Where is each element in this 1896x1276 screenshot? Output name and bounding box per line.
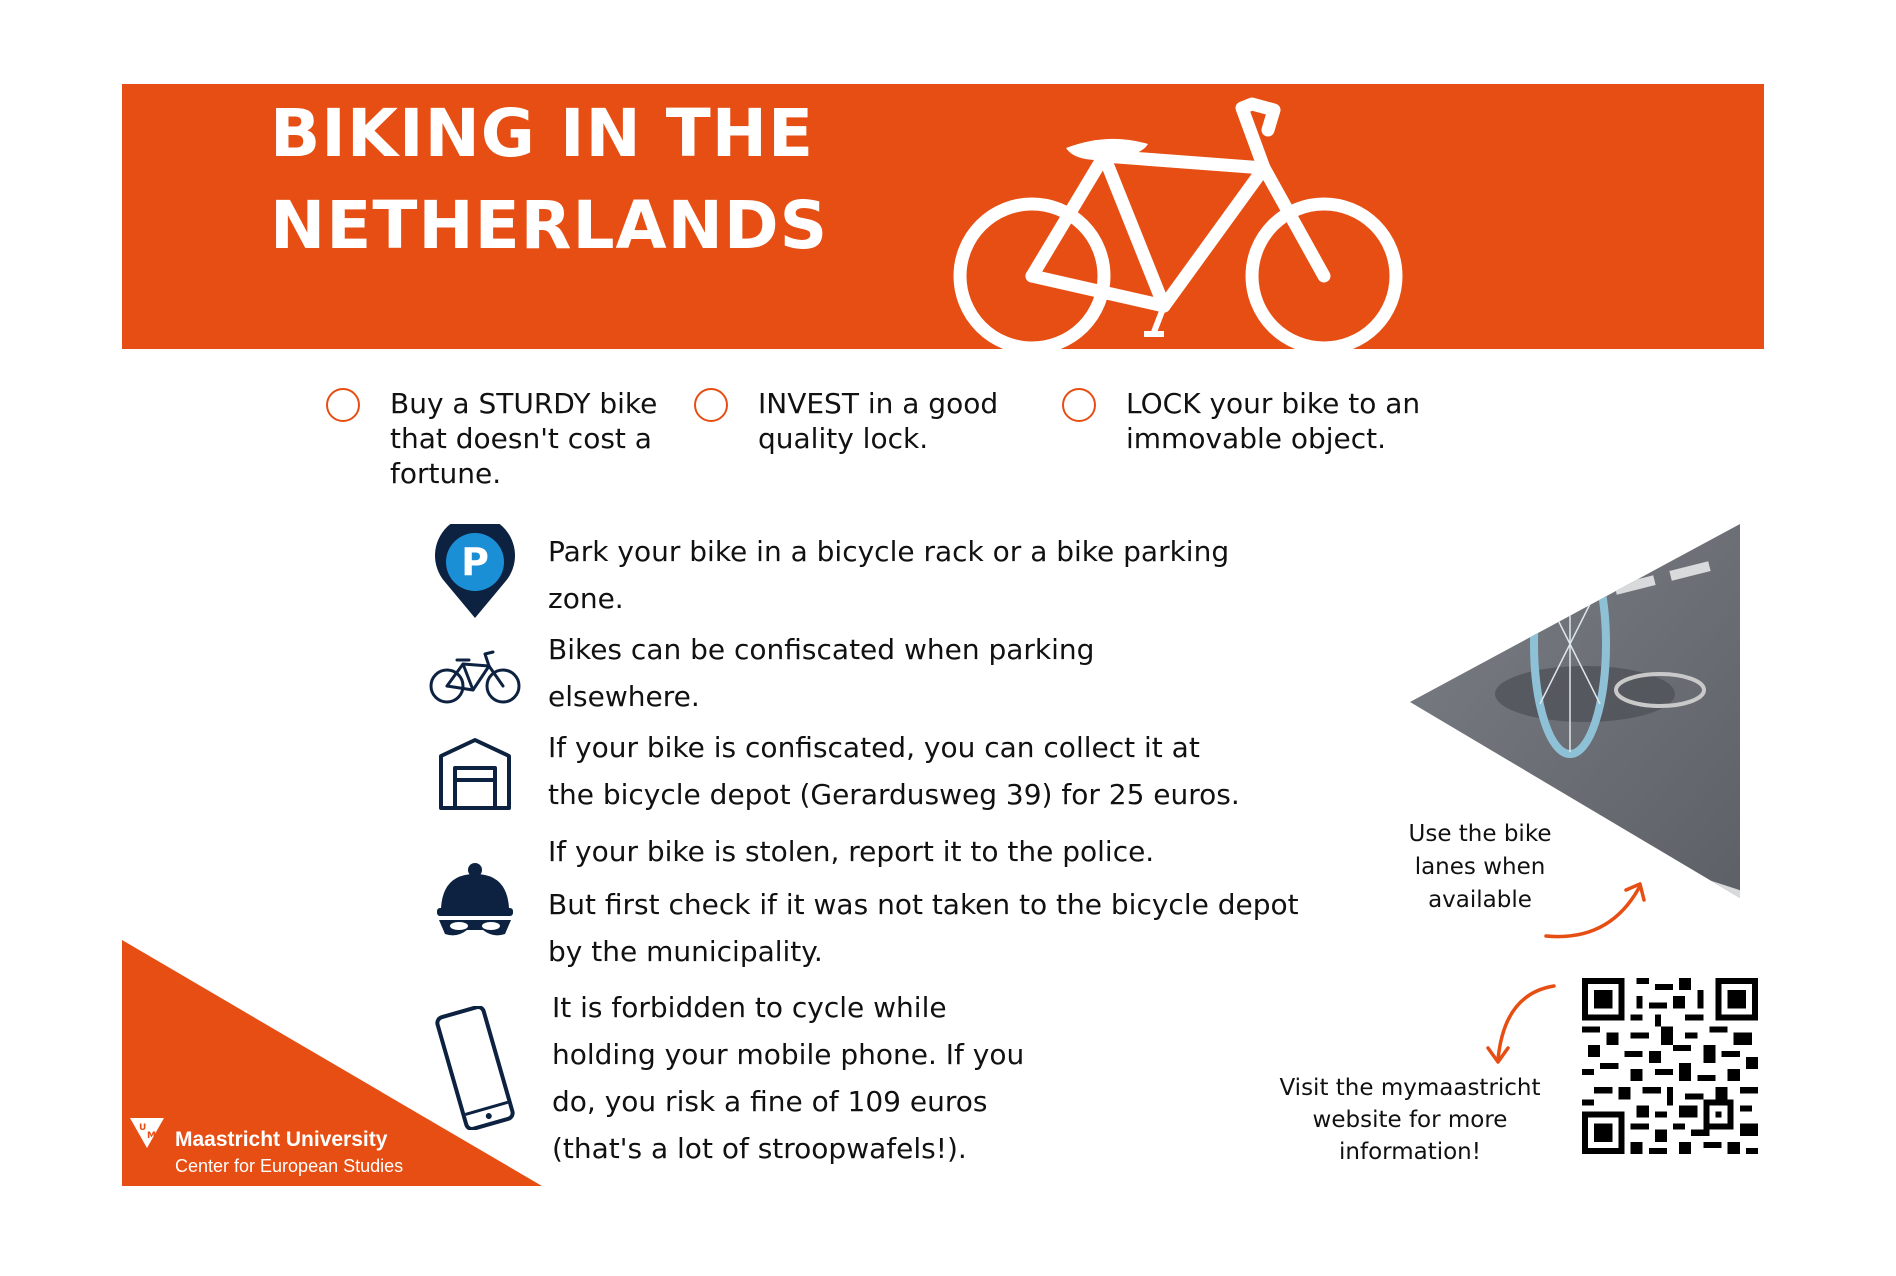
tip-lock-bike <box>1062 386 1426 456</box>
rule-line: do, you risk a fine of 109 euros <box>552 1085 988 1118</box>
caption-line: available <box>1428 887 1532 913</box>
caption-line: Use the bike <box>1408 821 1552 847</box>
tip-text: INVEST in a good quality lock. <box>758 387 999 455</box>
maastricht-university-logo-icon <box>130 1118 164 1152</box>
caption-line: lanes when <box>1414 854 1546 880</box>
tip-invest-lock <box>694 386 1008 456</box>
title-line-1: BIKING IN THE <box>270 95 815 172</box>
rule-parking <box>548 528 1229 622</box>
title-line-2: NETHERLANDS <box>270 187 829 264</box>
thief-icon <box>420 862 530 938</box>
tip-bullet-icon <box>694 388 728 422</box>
rule-line: But first check if it was not taken to the bicycle depot <box>548 888 1299 921</box>
tip-text: LOCK your bike to an immovable object. <box>1126 387 1421 455</box>
rule-depot <box>548 724 1240 818</box>
caption-line: information! <box>1339 1139 1481 1165</box>
university-name: Maastricht University <box>175 1128 388 1151</box>
svg-text:U: U <box>139 1123 147 1133</box>
bicycle-banner-icon <box>948 96 1408 350</box>
rule-line: If your bike is confiscated, you can collect it at <box>548 731 1200 764</box>
rule-line: holding your mobile phone. If you <box>552 1038 1025 1071</box>
bicycle-icon <box>420 648 530 706</box>
tip-text: Buy a STURDY bike that doesn't cost a fortune. <box>390 387 658 490</box>
svg-text:P: P <box>461 540 489 584</box>
curved-arrow-down-icon <box>1470 980 1560 1070</box>
rule-line: (that's a lot of stroopwafels!). <box>552 1132 967 1165</box>
rule-line: by the municipality. <box>548 935 823 968</box>
caption-line: website for more <box>1312 1107 1508 1133</box>
garage-icon <box>420 736 530 810</box>
rule-line: If your bike is stolen, report it to the police. <box>548 835 1155 868</box>
tip-bullet-icon <box>326 388 360 422</box>
rule-phone <box>552 984 1024 1172</box>
page-title <box>270 88 828 272</box>
rule-stolen <box>548 828 1299 975</box>
qr-code-icon[interactable] <box>1582 978 1758 1154</box>
caption-line: Visit the mymaastricht <box>1279 1075 1541 1101</box>
curved-arrow-icon <box>1540 872 1650 942</box>
rule-line: zone. <box>548 582 624 615</box>
rule-line: Bikes can be confiscated when parking <box>548 633 1095 666</box>
tip-sturdy-bike <box>326 386 670 491</box>
rule-confiscated <box>548 626 1094 720</box>
rule-line: Park your bike in a bicycle rack or a bike parking <box>548 535 1230 568</box>
rule-line: It is forbidden to cycle while <box>552 991 947 1024</box>
parking-pin-icon <box>420 524 530 620</box>
website-caption <box>1260 1072 1560 1168</box>
svg-text:M: M <box>147 1131 156 1141</box>
rule-line: the bicycle depot (Gerardusweg 39) for 25 euros. <box>548 778 1240 811</box>
rule-line: elsewhere. <box>548 680 700 713</box>
tip-bullet-icon <box>1062 388 1096 422</box>
center-name: Center for European Studies <box>175 1156 404 1176</box>
